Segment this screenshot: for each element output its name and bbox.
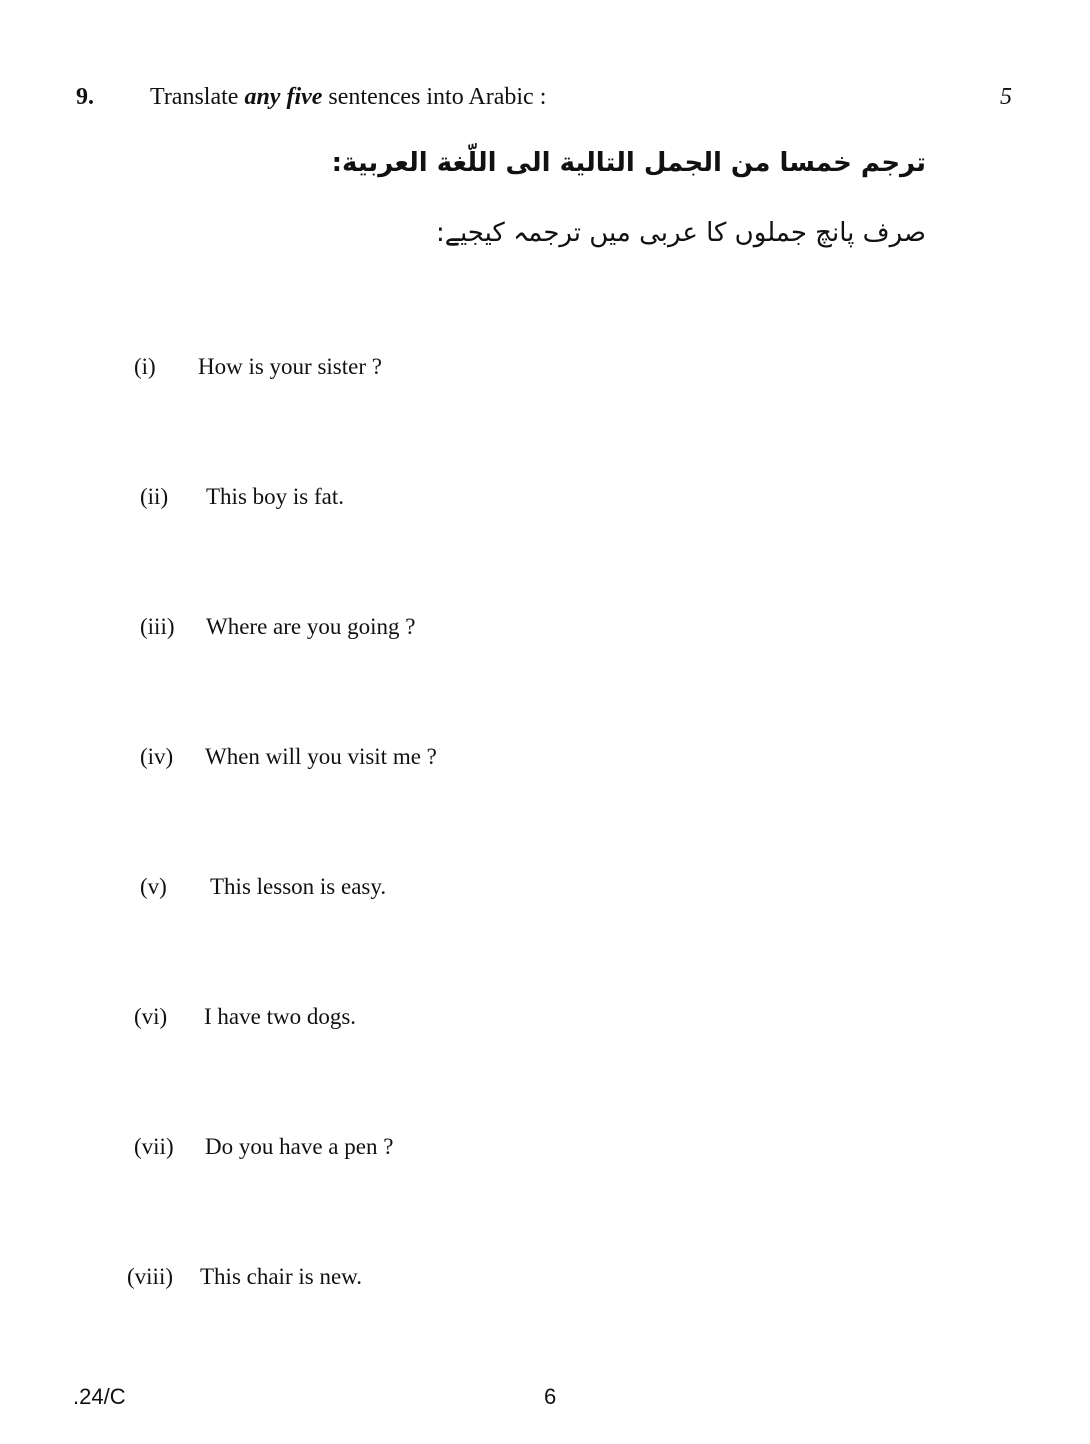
item-number: (viii) [127, 1264, 173, 1289]
instruction-text-pre: Translate [150, 84, 245, 110]
item-text: I have two dogs. [204, 1004, 357, 1029]
item-number: (iv) [140, 744, 174, 769]
item-number: (vi) [134, 1004, 168, 1029]
item-text: Where are you going ? [206, 614, 416, 639]
item-text: This lesson is easy. [210, 874, 387, 899]
arabic-instruction: ترجم خمسا من الجمل التالية الى اللّغة العربية: [331, 148, 926, 178]
question-instruction [150, 84, 546, 111]
paper-code: .24/C [73, 1384, 126, 1409]
instruction-emphasis: any five [244, 84, 323, 110]
item-text: This chair is new. [200, 1264, 363, 1289]
item-text: This boy is fat. [206, 484, 344, 509]
urdu-instruction: صرف پانچ جملوں کا عربی میں ترجمہ کیجیے: [435, 218, 926, 248]
item-number: (ii) [140, 484, 169, 509]
item-number: (i) [134, 354, 156, 379]
page-number: 6 [544, 1384, 557, 1409]
item-number: (v) [140, 874, 167, 899]
item-text: How is your sister ? [198, 354, 382, 379]
instruction-text-post: sentences into Arabic : [322, 84, 547, 110]
question-number: 9. [76, 84, 94, 110]
item-number: (iii) [140, 614, 175, 639]
item-text: When will you visit me ? [205, 744, 437, 769]
question-marks: 5 [1000, 84, 1012, 110]
item-number: (vii) [134, 1134, 174, 1159]
item-text: Do you have a pen ? [205, 1134, 394, 1159]
